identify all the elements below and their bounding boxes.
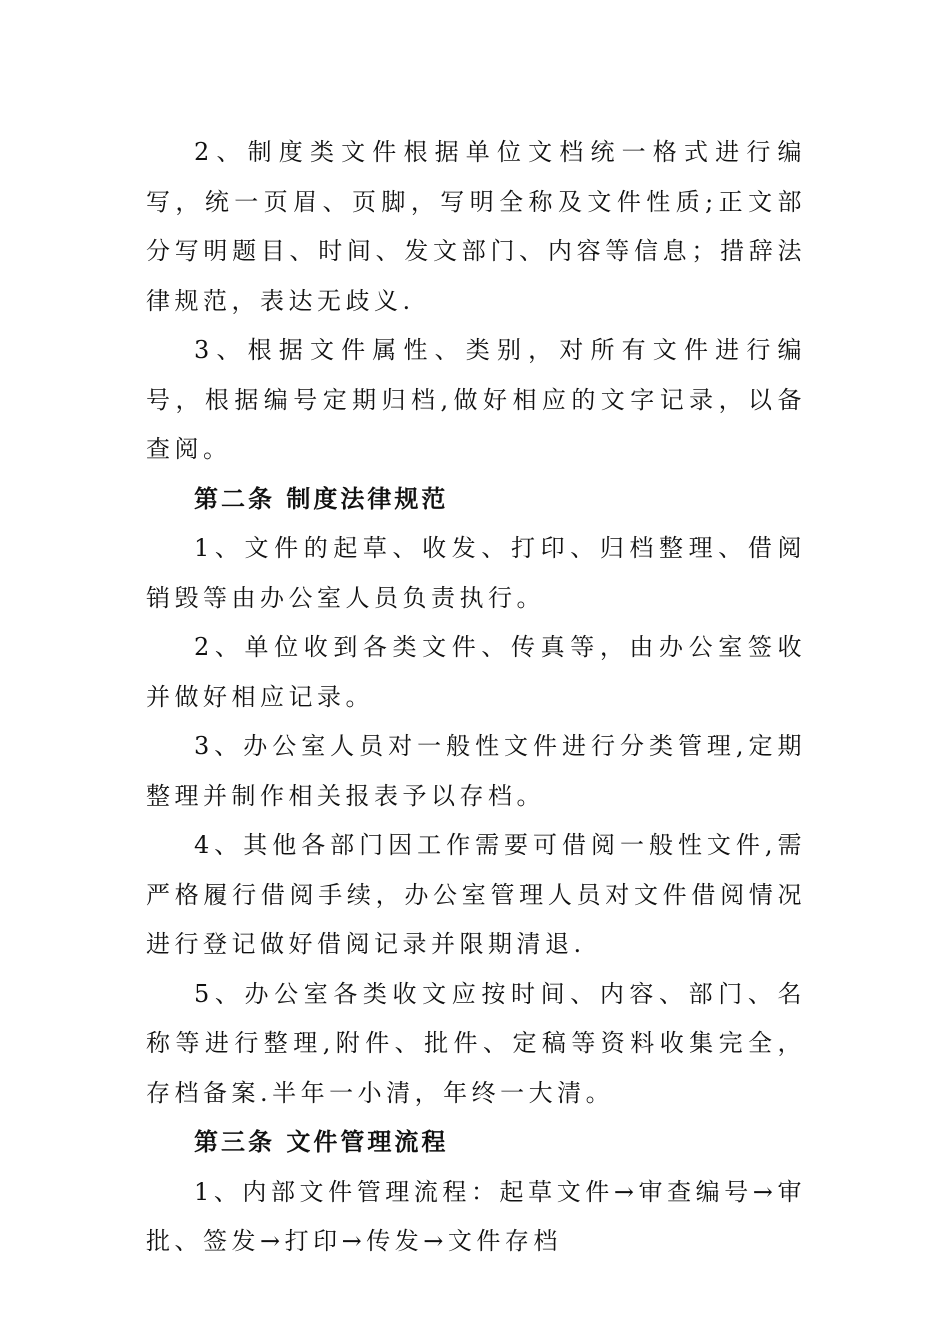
article-2-item-4: 4、其他各部门因工作需要可借阅一般性文件,需严格履行借阅手续，办公室管理人员对文件借阅情况进行登记做好借阅记录并限期清退. (146, 831, 806, 958)
paragraph-item-2: 2、制度类文件根据单位文档统一格式进行编写，统一页眉、页脚，写明全称及文件性质;正文部分写明题目、时间、发文部门、内容等信息；措辞法律规范，表达无歧义. (146, 138, 806, 315)
article-2-item-3: 3、办公室人员对一般性文件进行分类管理,定期整理并制作相关报表予以存档。 (146, 732, 806, 810)
section-heading-article-2: 第二条 制度法律规范 (194, 484, 449, 513)
paragraph-item-3: 3、根据文件属性、类别，对所有文件进行编号，根据编号定期归档,做好相应的文字记录，以备查阅。 (146, 336, 806, 463)
section-heading-article-3: 第三条 文件管理流程 (194, 1128, 449, 1156)
article-2-item-1: 1、文件的起草、收发、打印、归档整理、借阅销毁等由办公室人员负责执行。 (146, 534, 806, 612)
article-3-item-1: 1、内部文件管理流程：起草文件→审查编号→审批、签发→打印→传发→文件存档 (146, 1177, 806, 1255)
article-2-item-5: 5、办公室各类收文应按时间、内容、部门、名称等进行整理,附件、批件、定稿等资料收集完全，存档备案.半年一小清，年终一大清。 (146, 979, 806, 1107)
article-2-item-2: 2、单位收到各类文件、传真等，由办公室签收并做好相应记录。 (146, 633, 806, 711)
document-body (146, 128, 806, 1267)
